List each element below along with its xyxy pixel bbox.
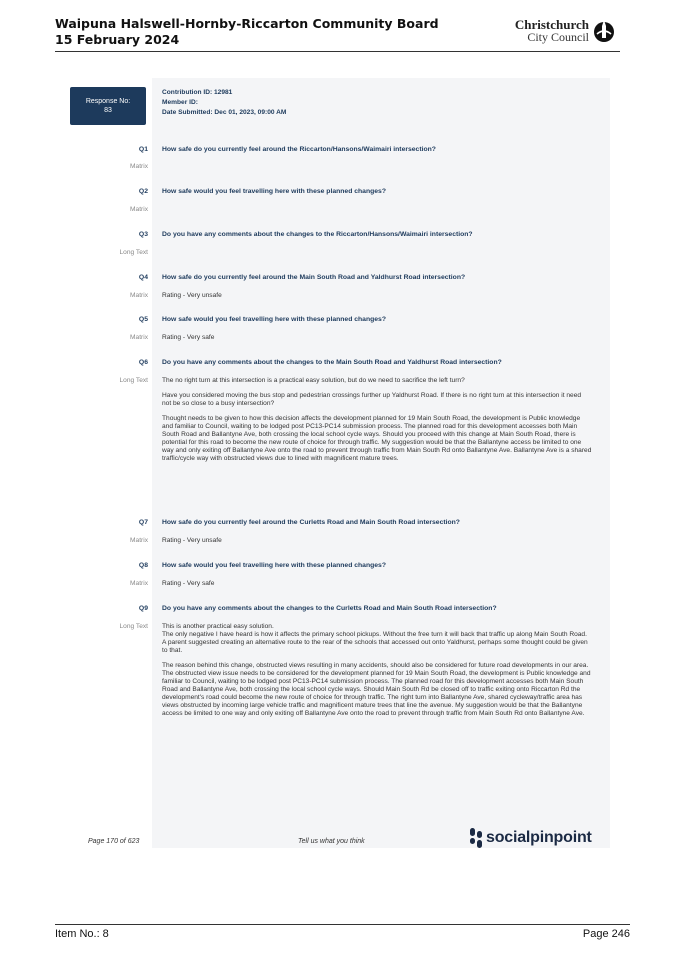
- question-type-label: Long Text: [119, 249, 148, 256]
- answer-paragraph: Rating - Very safe: [162, 580, 215, 587]
- question-type-label: Long Text: [119, 377, 148, 384]
- date-submitted: Dec 01, 2023, 09:00 AM: [214, 109, 287, 116]
- inner-footer: [70, 828, 610, 858]
- logo-line1: Christchurch: [514, 17, 589, 32]
- submission-page: [70, 78, 610, 858]
- question-number: Q8: [138, 562, 148, 569]
- question-number: Q1: [138, 146, 148, 153]
- answer-paragraph: Thought needs to be given to how this decision affects the development planned for 19 Main South Road, the development is Public knowledge and familiar to Council, waiting to be lodged post PC13-PC14 submission process. The planned road for this development accesses both Main South Road and Ballantyne Ave, both crossing the local school cycle ways. Should you proceed with this change at Main South Road, there is potential for this road to become the new route of choice for through traffic. My suggestion would be that the Ballantyne access be limited to one way and only exiting off Ballantyne Ave onto the road to prevent through traffic from Main South Rd onto Ballantyne Ave. Ballantyne Ave is a shared traffic/cycle way with obstructed views due to lined with magnificent mature trees.: [162, 415, 592, 462]
- meeting-date: 15 February 2024: [55, 32, 180, 47]
- cathedral-logo-icon: [593, 18, 615, 44]
- logo-line2: City Council: [527, 30, 589, 44]
- response-label: Response No:: [85, 98, 131, 105]
- response-number: 83: [104, 107, 112, 114]
- question-text: Do you have any comments about the changes to the Main South Road and Yaldhurst Road intersection?: [162, 359, 502, 366]
- left-gutter: [70, 78, 152, 858]
- answer-block: [162, 580, 592, 595]
- question-text: How safe would you feel travelling here with these planned changes?: [162, 562, 386, 569]
- item-number: Item No.: 8: [55, 928, 109, 940]
- question-number: Q2: [138, 188, 148, 195]
- socialpinpoint-logo: [470, 828, 592, 848]
- answer-block: [162, 377, 592, 470]
- answer-paragraph: Rating - Very unsafe: [162, 537, 222, 544]
- contribution-label: Contribution ID:: [162, 89, 213, 96]
- council-logo: [515, 18, 615, 44]
- question-type-label: Matrix: [130, 580, 148, 587]
- question-text: How safe do you currently feel around the Curletts Road and Main South Road intersection?: [162, 519, 460, 526]
- brand-name: socialpinpoint: [486, 829, 592, 846]
- question-text: How safe do you currently feel around the Main South Road and Yaldhurst Road intersection?: [162, 274, 466, 281]
- answer-paragraph: Rating - Very unsafe: [162, 292, 222, 299]
- answer-block: [162, 334, 592, 349]
- inner-page-number: Page 170 of 623: [88, 838, 140, 845]
- date-label: Date Submitted:: [162, 109, 213, 116]
- answer-paragraph: This is another practical easy solution. The only negative I have heard is how it affects the primary school pickups. Without the free turn it will back that traffic up along Main South Road. A parent suggested creating an alternative route to the rear of the schools that accessed out onto Yaldhurst, perhaps some thought could be given to that.: [162, 623, 588, 654]
- question-number: Q9: [138, 605, 148, 612]
- response-meta: [162, 88, 286, 118]
- council-header: [55, 16, 620, 52]
- answer-paragraph: Rating - Very safe: [162, 334, 215, 341]
- question-number: Q4: [138, 274, 148, 281]
- tagline: Tell us what you think: [298, 838, 365, 845]
- response-number-badge: [70, 87, 146, 125]
- answer-block: [162, 292, 592, 307]
- question-text: Do you have any comments about the changes to the Riccarton/Hansons/Waimairi intersection?: [162, 231, 473, 238]
- answer-block: [162, 623, 592, 725]
- question-number: Q5: [138, 316, 148, 323]
- contribution-id: 12981: [214, 89, 233, 96]
- question-text: How safe would you feel travelling here with these planned changes?: [162, 316, 386, 323]
- question-type-label: Matrix: [130, 334, 148, 341]
- question-type-label: Long Text: [119, 623, 148, 630]
- answer-block: [162, 537, 592, 552]
- question-number: Q7: [138, 519, 148, 526]
- pinpoint-logo-icon: [470, 828, 482, 848]
- council-footer: [55, 924, 630, 940]
- question-type-label: Matrix: [130, 206, 148, 213]
- question-type-label: Matrix: [130, 292, 148, 299]
- page-number: Page 246: [582, 928, 630, 940]
- question-type-label: Matrix: [130, 163, 148, 170]
- question-type-label: Matrix: [130, 537, 148, 544]
- member-label: Member ID:: [162, 99, 198, 106]
- board-title: Waipuna Halswell-Hornby-Riccarton Community Board: [55, 16, 439, 31]
- question-number: Q3: [138, 231, 148, 238]
- answer-paragraph: Have you considered moving the bus stop and pedestrian crossings further up Yaldhurst Road. If there is no right turn at this intersection it need not be so close to a busy intersection?: [162, 392, 582, 407]
- answer-paragraph: The reason behind this change, obstructed views resulting in many accidents, should also be considered for future road developments in our area. The obstructed view issue needs to be considered for the development planned for 19 Main South Road, the development is Public knowledge and familiar to Council, waiting to be lodged post PC13-PC14 submission process. The planned road for this development accesses both Main South Road and Ballantyne Ave, both crossing the local school cycle ways. Should Main South Rd be closed off to traffic exiting onto Riccarton Rd the development's road could become the new route of choice for through traffic. The right turn into Ballantyne Ave, shared cycleway/traffic area has views obstructed by incoming large vehicle traffic and magnificent mature trees that line the avenue. My suggestion would be that the Ballantyne access be limited to one way and only exiting off Ballantyne Ave onto the road to prevent through traffic from Main South Rd onto Ballantyne Ave.: [162, 662, 591, 717]
- question-text: How safe would you feel travelling here with these planned changes?: [162, 188, 386, 195]
- question-text: Do you have any comments about the changes to the Curletts Road and Main South Road intersection?: [162, 605, 497, 612]
- question-text: How safe do you currently feel around the Riccarton/Hansons/Waimairi intersection?: [162, 146, 436, 153]
- question-number: Q6: [138, 359, 148, 366]
- answer-paragraph: The no right turn at this intersection is a practical easy solution, but do we need to sacrifice the left turn?: [162, 377, 465, 384]
